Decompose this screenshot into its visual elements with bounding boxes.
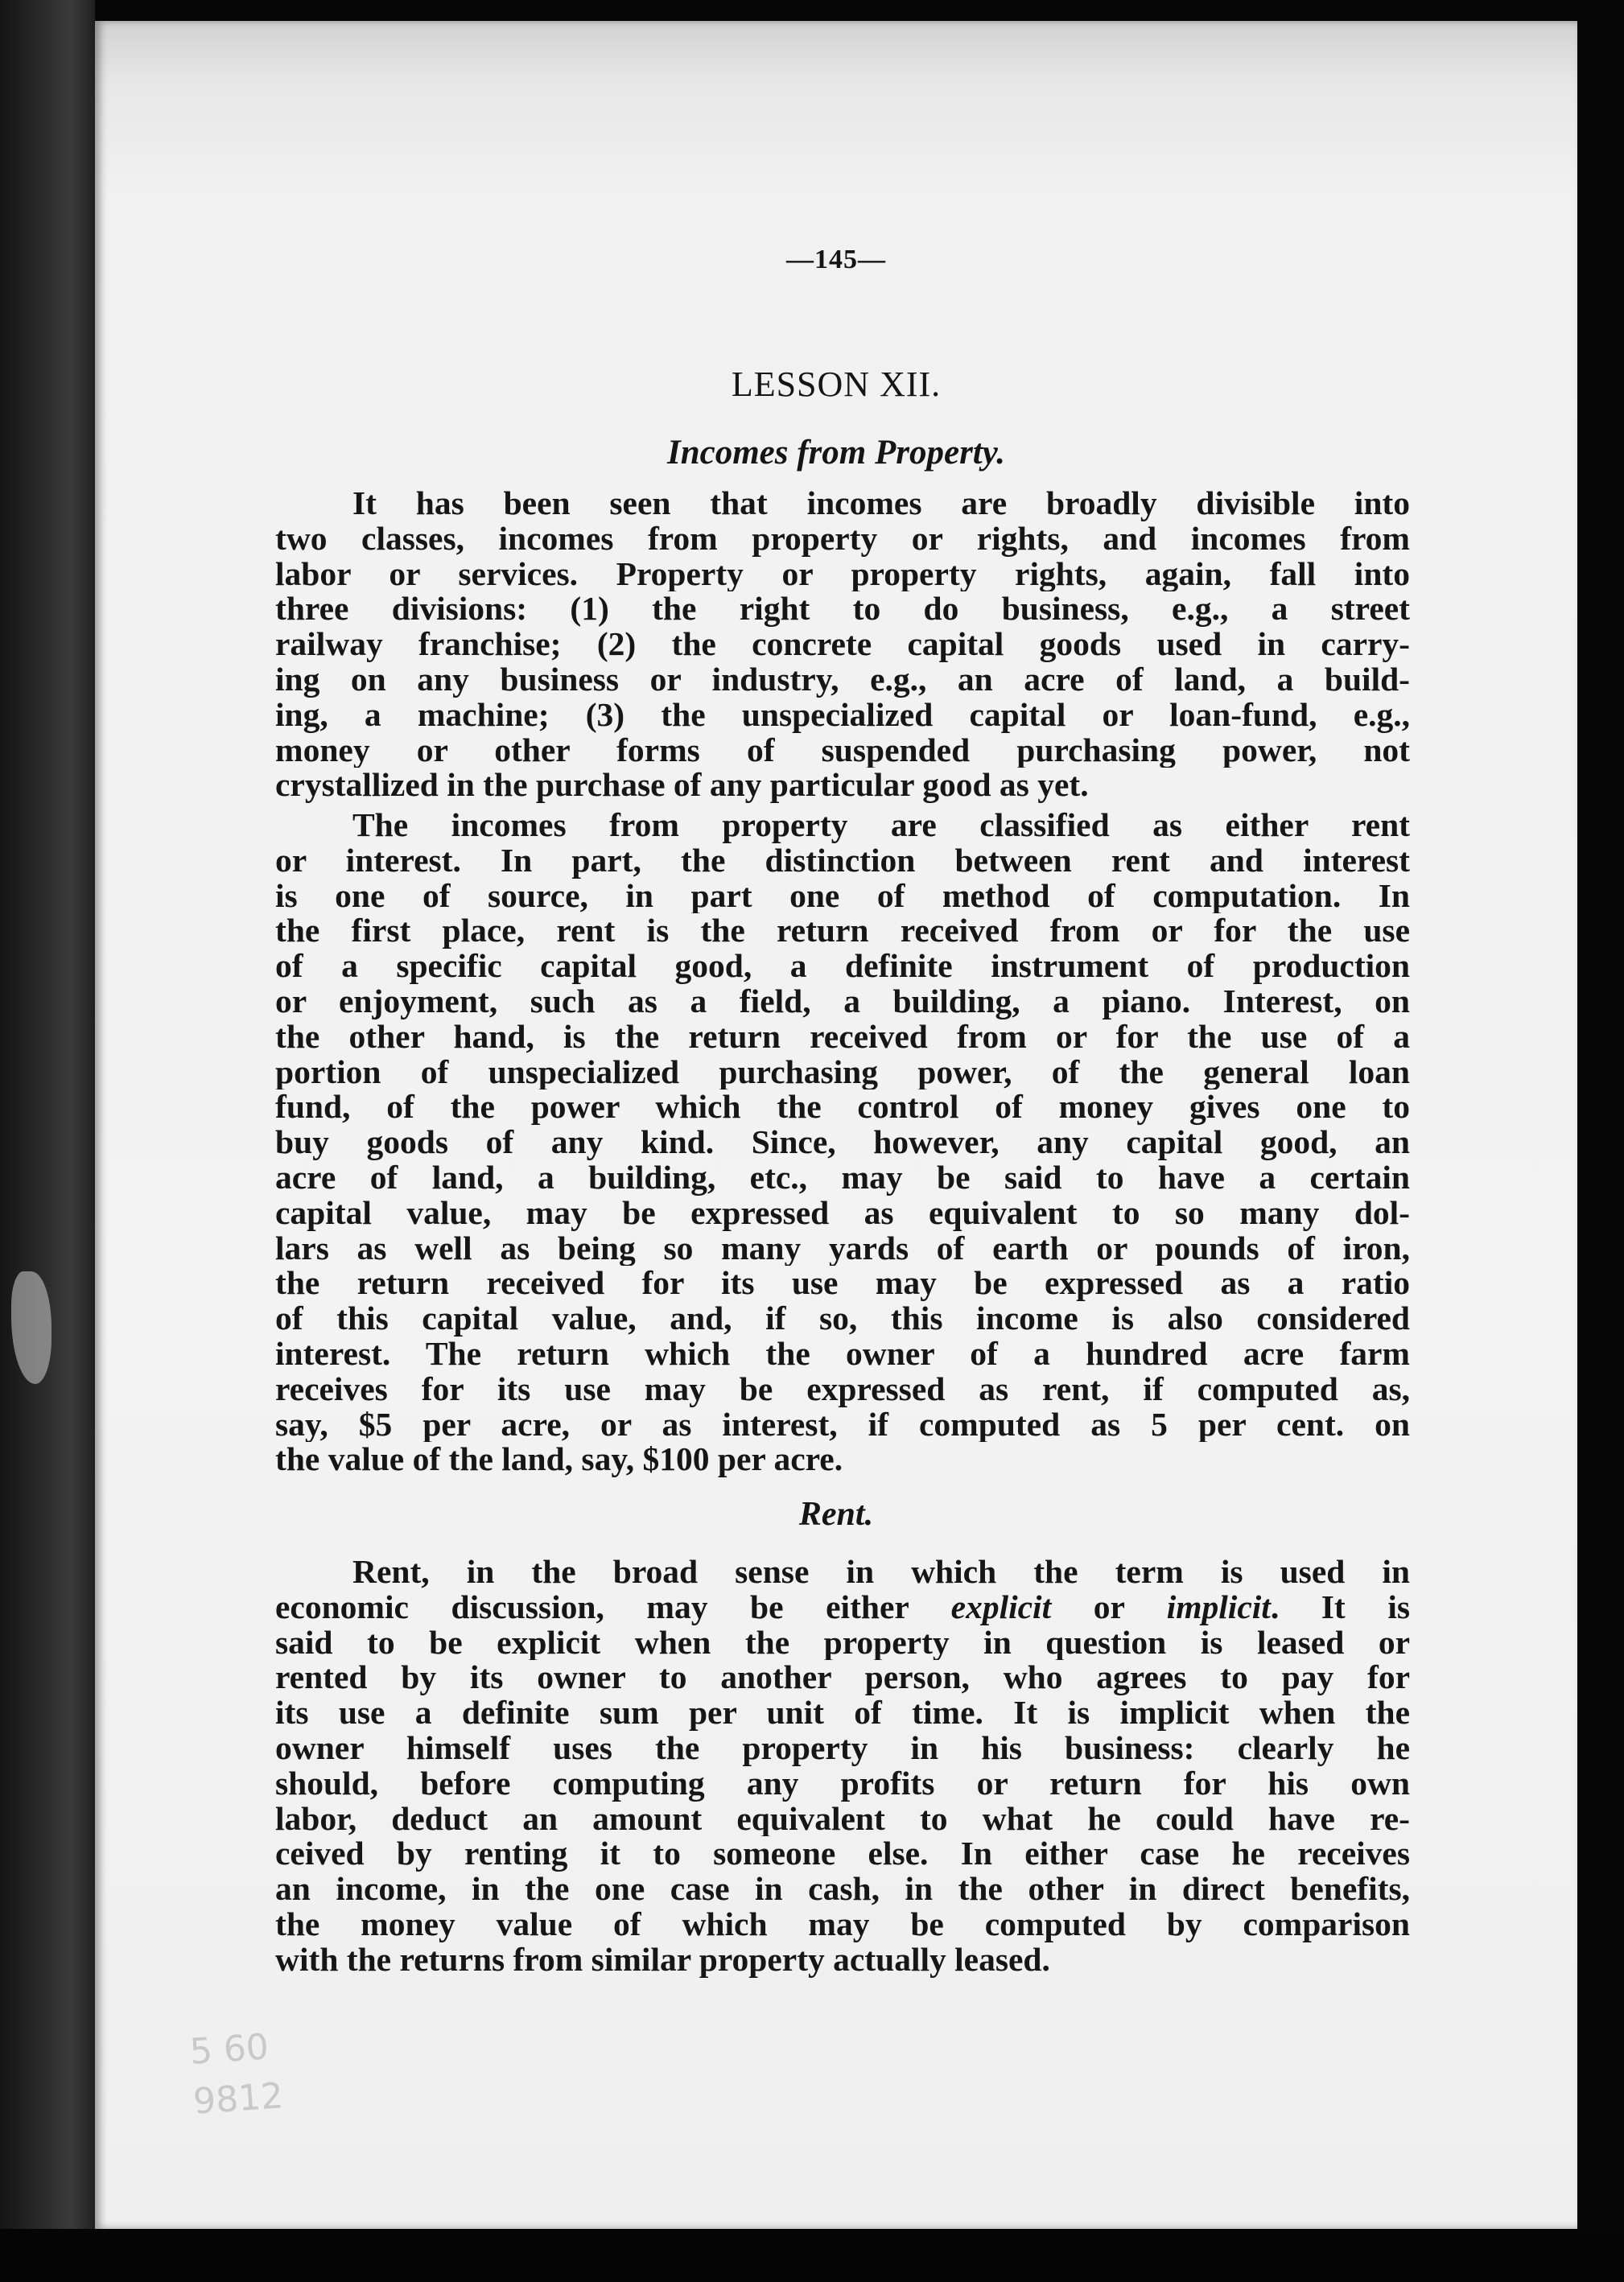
text-line: an income, in the one case in cash, in the other in direct benefits, — [275, 1872, 1410, 1907]
text-line: the return received for its use may be expressed as a ratio — [275, 1266, 1410, 1302]
lesson-title: LESSON XII. — [731, 365, 942, 404]
text-line: ing on any business or industry, e.g., an acre of land, a build- — [275, 661, 1410, 698]
text-line: rented by its owner to another person, who agrees to pay for — [275, 1660, 1410, 1696]
text-line: fund, of the power which the control of money gives one to — [275, 1090, 1410, 1126]
text-line: the other hand, is the return received from or for the use of a — [275, 1019, 1410, 1055]
text-fragment: economic discussion, may be either — [275, 1589, 951, 1625]
text-line: or enjoyment, such as a field, a building, a piano. Interest, on — [275, 983, 1410, 1019]
text-fragment: . It is — [1270, 1589, 1410, 1625]
term-explicit: explicit — [950, 1589, 1052, 1625]
text-line: acre of land, a building, etc., may be said to have a certain — [275, 1160, 1410, 1196]
text-line: of a specific capital good, a definite instrument of production — [275, 949, 1410, 984]
text-line: two classes, incomes from property or rights, and incomes from — [275, 521, 1410, 557]
text-line: say, $5 per acre, or as interest, if computed as 5 per cent. on — [275, 1407, 1410, 1443]
text-line: labor, deduct an amount equivalent to what he could have re- — [275, 1801, 1410, 1837]
scan-border-bottom — [0, 2229, 1624, 2282]
paragraph-rent-vs-interest — [275, 808, 1410, 1477]
text-line: ing, a machine; (3) the unspecialized capital or loan-fund, e.g., — [275, 697, 1410, 733]
scan-border-left — [0, 0, 95, 2282]
text-line: the first place, rent is the return received from or for the use — [275, 913, 1410, 949]
text-line: money or other forms of suspended purchasing power, not — [275, 732, 1410, 768]
paragraph-incomes-classes — [275, 486, 1410, 803]
text-line: buy goods of any kind. Since, however, any capital good, an — [275, 1125, 1410, 1160]
text-line: The incomes from property are classified as either rent — [352, 808, 1410, 843]
text-line: railway franchise; (2) the concrete capital goods used in carry- — [275, 627, 1410, 662]
text-line: It has been seen that incomes are broadly divisible into — [352, 486, 1410, 521]
text-line — [275, 1590, 1410, 1625]
text-line: owner himself uses the property in his business: clearly he — [275, 1730, 1410, 1766]
text-line: is one of source, in part one of method of computation. In — [275, 878, 1410, 914]
text-line: with the returns from similar property actually leased. — [275, 1942, 1050, 1978]
text-line: its use a definite sum per unit of time. It is implicit when the — [275, 1695, 1410, 1731]
text-line: interest. The return which the owner of a hundred acre farm — [275, 1336, 1410, 1372]
term-implicit: implicit — [1166, 1589, 1271, 1625]
text-line: said to be explicit when the property in question is leased or — [275, 1625, 1410, 1661]
text-line: the value of the land, say, $100 per acre. — [275, 1442, 843, 1478]
text-line: of this capital value, and, if so, this income is also considered — [275, 1301, 1410, 1337]
text-line: the money value of which may be computed by comparison — [275, 1906, 1410, 1942]
text-line: lars as well as being so many yards of earth or pounds of iron, — [275, 1230, 1410, 1267]
page-number: —145— — [786, 245, 886, 274]
text-fragment: or — [1051, 1589, 1167, 1625]
text-line: should, before computing any profits or return for his own — [275, 1765, 1410, 1802]
text-line: labor or services. Property or property rights, again, fall into — [275, 556, 1410, 592]
text-line: ceived by renting it to someone else. In either case he receives — [275, 1836, 1410, 1872]
text-line: Rent, in the broad sense in which the term is used in — [352, 1555, 1410, 1590]
paragraph-explicit-implicit-rent — [275, 1555, 1410, 1978]
text-line: or interest. In part, the distinction between rent and interest — [275, 842, 1410, 879]
text-line: receives for its use may be expressed as rent, if computed as, — [275, 1371, 1410, 1407]
section-heading-rent: Rent. — [798, 1496, 874, 1533]
text-line: capital value, may be expressed as equivalent to so many dol- — [275, 1195, 1410, 1231]
text-line: three divisions: (1) the right to do business, e.g., a street — [275, 591, 1410, 628]
lesson-subtitle: Incomes from Property. — [666, 434, 1005, 472]
book-page — [95, 21, 1577, 2229]
handwritten-margin-note: 5 60 9812 — [188, 2026, 285, 2123]
text-line: crystallized in the purchase of any particular good as yet. — [275, 768, 1089, 804]
text-line: portion of unspecialized purchasing power, of the general loan — [275, 1054, 1410, 1090]
